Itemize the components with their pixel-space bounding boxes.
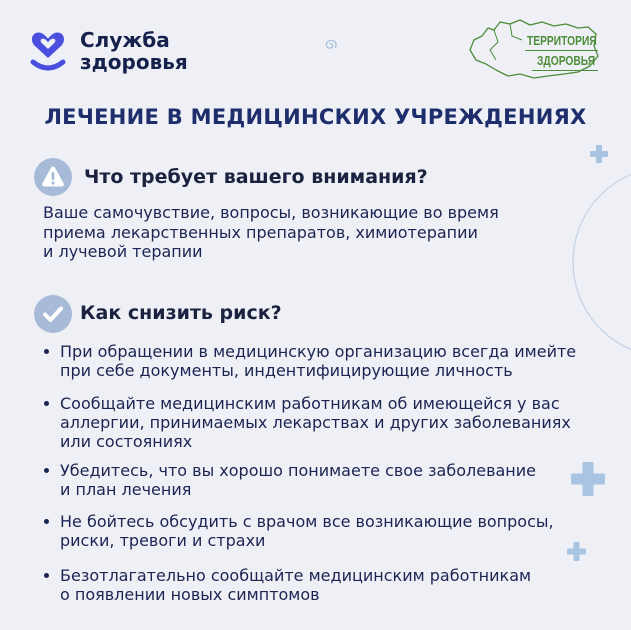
bullet-line: При обращении в медицинскую организацию всегда имейте: [60, 342, 577, 361]
bullet-line: или состояниях: [60, 432, 193, 451]
brand-name-line1: Служба: [80, 28, 170, 52]
bullet-dot: [44, 519, 49, 524]
bullet-text: [60, 512, 554, 550]
bullet-line: Сообщайте медицинским работникам об имеющейся у вас: [60, 394, 560, 413]
bullet-line: и план лечения: [60, 480, 192, 499]
plus-decor-icon: [567, 542, 586, 561]
description-line: и лучевой терапии: [43, 242, 203, 261]
bullet-line: Безотлагательно сообщайте медицинским работникам: [60, 566, 532, 585]
heart-smile-icon: [26, 29, 70, 73]
bullet-text: [60, 394, 571, 451]
swirl-decor-icon: [320, 37, 342, 53]
bullet-line: Не бойтесь обсудить с врачом все возникающие вопросы,: [60, 512, 554, 531]
plus-decor-icon: [571, 462, 605, 496]
bullet-text: [60, 342, 576, 380]
bullet-dot: [44, 401, 49, 406]
circle-decor: [560, 160, 631, 370]
section-heading-reduce-risk: Как снизить риск?: [80, 302, 282, 324]
attention-description: [43, 203, 499, 262]
brand-name-line2: здоровья: [80, 50, 188, 74]
description-line: Ваше самочувствие, вопросы, возникающие во время: [43, 203, 499, 222]
bullet-text: [60, 566, 531, 604]
bullet-text: [60, 461, 536, 499]
bullet-dot: [44, 349, 49, 354]
partner-logo-line2: ЗДОРОВЬЯ: [537, 54, 596, 68]
bullet-line: Убедитесь, что вы хорошо понимаете свое заболевание: [60, 461, 536, 480]
page-title: ЛЕЧЕНИЕ В МЕДИЦИНСКИХ УЧРЕЖДЕНИЯХ: [44, 105, 587, 129]
description-line: приема лекарственных препаратов, химиотерапии: [43, 222, 478, 242]
bullet-line: при себе документы, индентифицирующие личность: [60, 361, 513, 380]
brand-name: [80, 29, 188, 73]
bullet-line: риски, тревоги и страхи: [60, 531, 266, 550]
bullet-line: о появлении новых симптомов: [60, 585, 320, 604]
bullet-dot: [44, 468, 49, 473]
partner-logo-divider: [525, 50, 598, 51]
section-heading-attention: Что требует вашего внимания?: [84, 166, 428, 188]
partner-logo-line1: ТЕРРИТОРИЯ: [527, 34, 597, 48]
bullet-dot: [44, 573, 49, 578]
warning-icon: [34, 158, 72, 196]
bullet-line: аллергии, принимаемых лекарствах и других заболеваниях: [60, 413, 571, 432]
partner-logo-underline: [532, 70, 598, 71]
check-icon: [34, 295, 72, 333]
